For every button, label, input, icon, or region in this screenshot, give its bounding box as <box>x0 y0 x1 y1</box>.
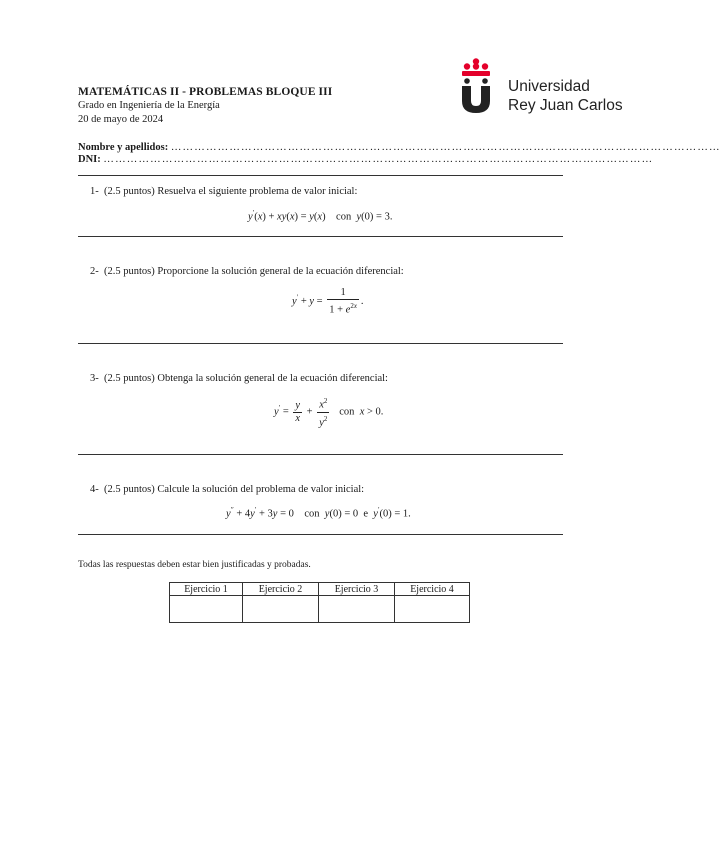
logo-line-2: Rey Juan Carlos <box>508 97 623 114</box>
instructions-note: Todas las respuestas deben estar bien justificadas y probadas. <box>78 560 311 570</box>
grade-cell-1 <box>170 596 243 623</box>
divider <box>78 175 563 176</box>
exam-date: 20 de mayo de 2024 <box>78 114 164 125</box>
problem-4-statement: 4- (2.5 puntos) Calcule la solución del problema de valor inicial: <box>90 484 365 495</box>
grade-cell-2 <box>243 596 319 623</box>
problem-4-equation: y′′ + 4y′ + 3y = 0 con y(0) = 0 e y′(0) = 1. <box>226 506 411 520</box>
name-dots: …………………………………………………………………………………………………………………………… <box>170 142 721 153</box>
problem-2-statement: 2- (2.5 puntos) Proporcione la solución general de la ecuación diferencial: <box>90 266 404 277</box>
grade-header-1: Ejercicio 1 <box>170 583 243 596</box>
grade-header-2: Ejercicio 2 <box>243 583 319 596</box>
problem-1-equation: y′(x) + xy(x) = y(x) con y(0) = 3. <box>248 209 393 223</box>
crown-u-icon <box>458 58 498 114</box>
divider <box>78 534 563 535</box>
university-logo <box>458 58 628 118</box>
grade-cell-4 <box>395 596 470 623</box>
dni-label: DNI: <box>78 154 101 165</box>
name-field <box>78 142 721 153</box>
problem-2-equation: y′ + y = $\frac{1}{1 + e^{2x}}$ . <box>292 287 364 316</box>
degree-name: Grado en Ingeniería de la Energía <box>78 100 220 111</box>
problem-3-equation: y′ = $\frac{y}{x}$ + $\frac{x^2}{y^2}$ con x > 0. <box>274 397 384 428</box>
grade-cell-3 <box>319 596 395 623</box>
problem-3-statement: 3- (2.5 puntos) Obtenga la solución general de la ecuación diferencial: <box>90 373 388 384</box>
divider <box>78 343 563 344</box>
dni-field <box>78 154 654 165</box>
logo-line-1: Universidad <box>508 78 590 95</box>
grade-header-4: Ejercicio 4 <box>395 583 470 596</box>
exam-title: MATEMÁTICAS II - PROBLEMAS BLOQUE III <box>78 86 333 98</box>
name-label: Nombre y apellidos: <box>78 142 169 153</box>
problem-1-statement: 1- (2.5 puntos) Resuelva el siguiente problema de valor inicial: <box>90 186 358 197</box>
grade-table <box>169 582 470 623</box>
grade-header-3: Ejercicio 3 <box>319 583 395 596</box>
dni-dots: …………………………………………………………………………………………………………………………… <box>103 154 654 165</box>
divider <box>78 236 563 237</box>
divider <box>78 454 563 455</box>
